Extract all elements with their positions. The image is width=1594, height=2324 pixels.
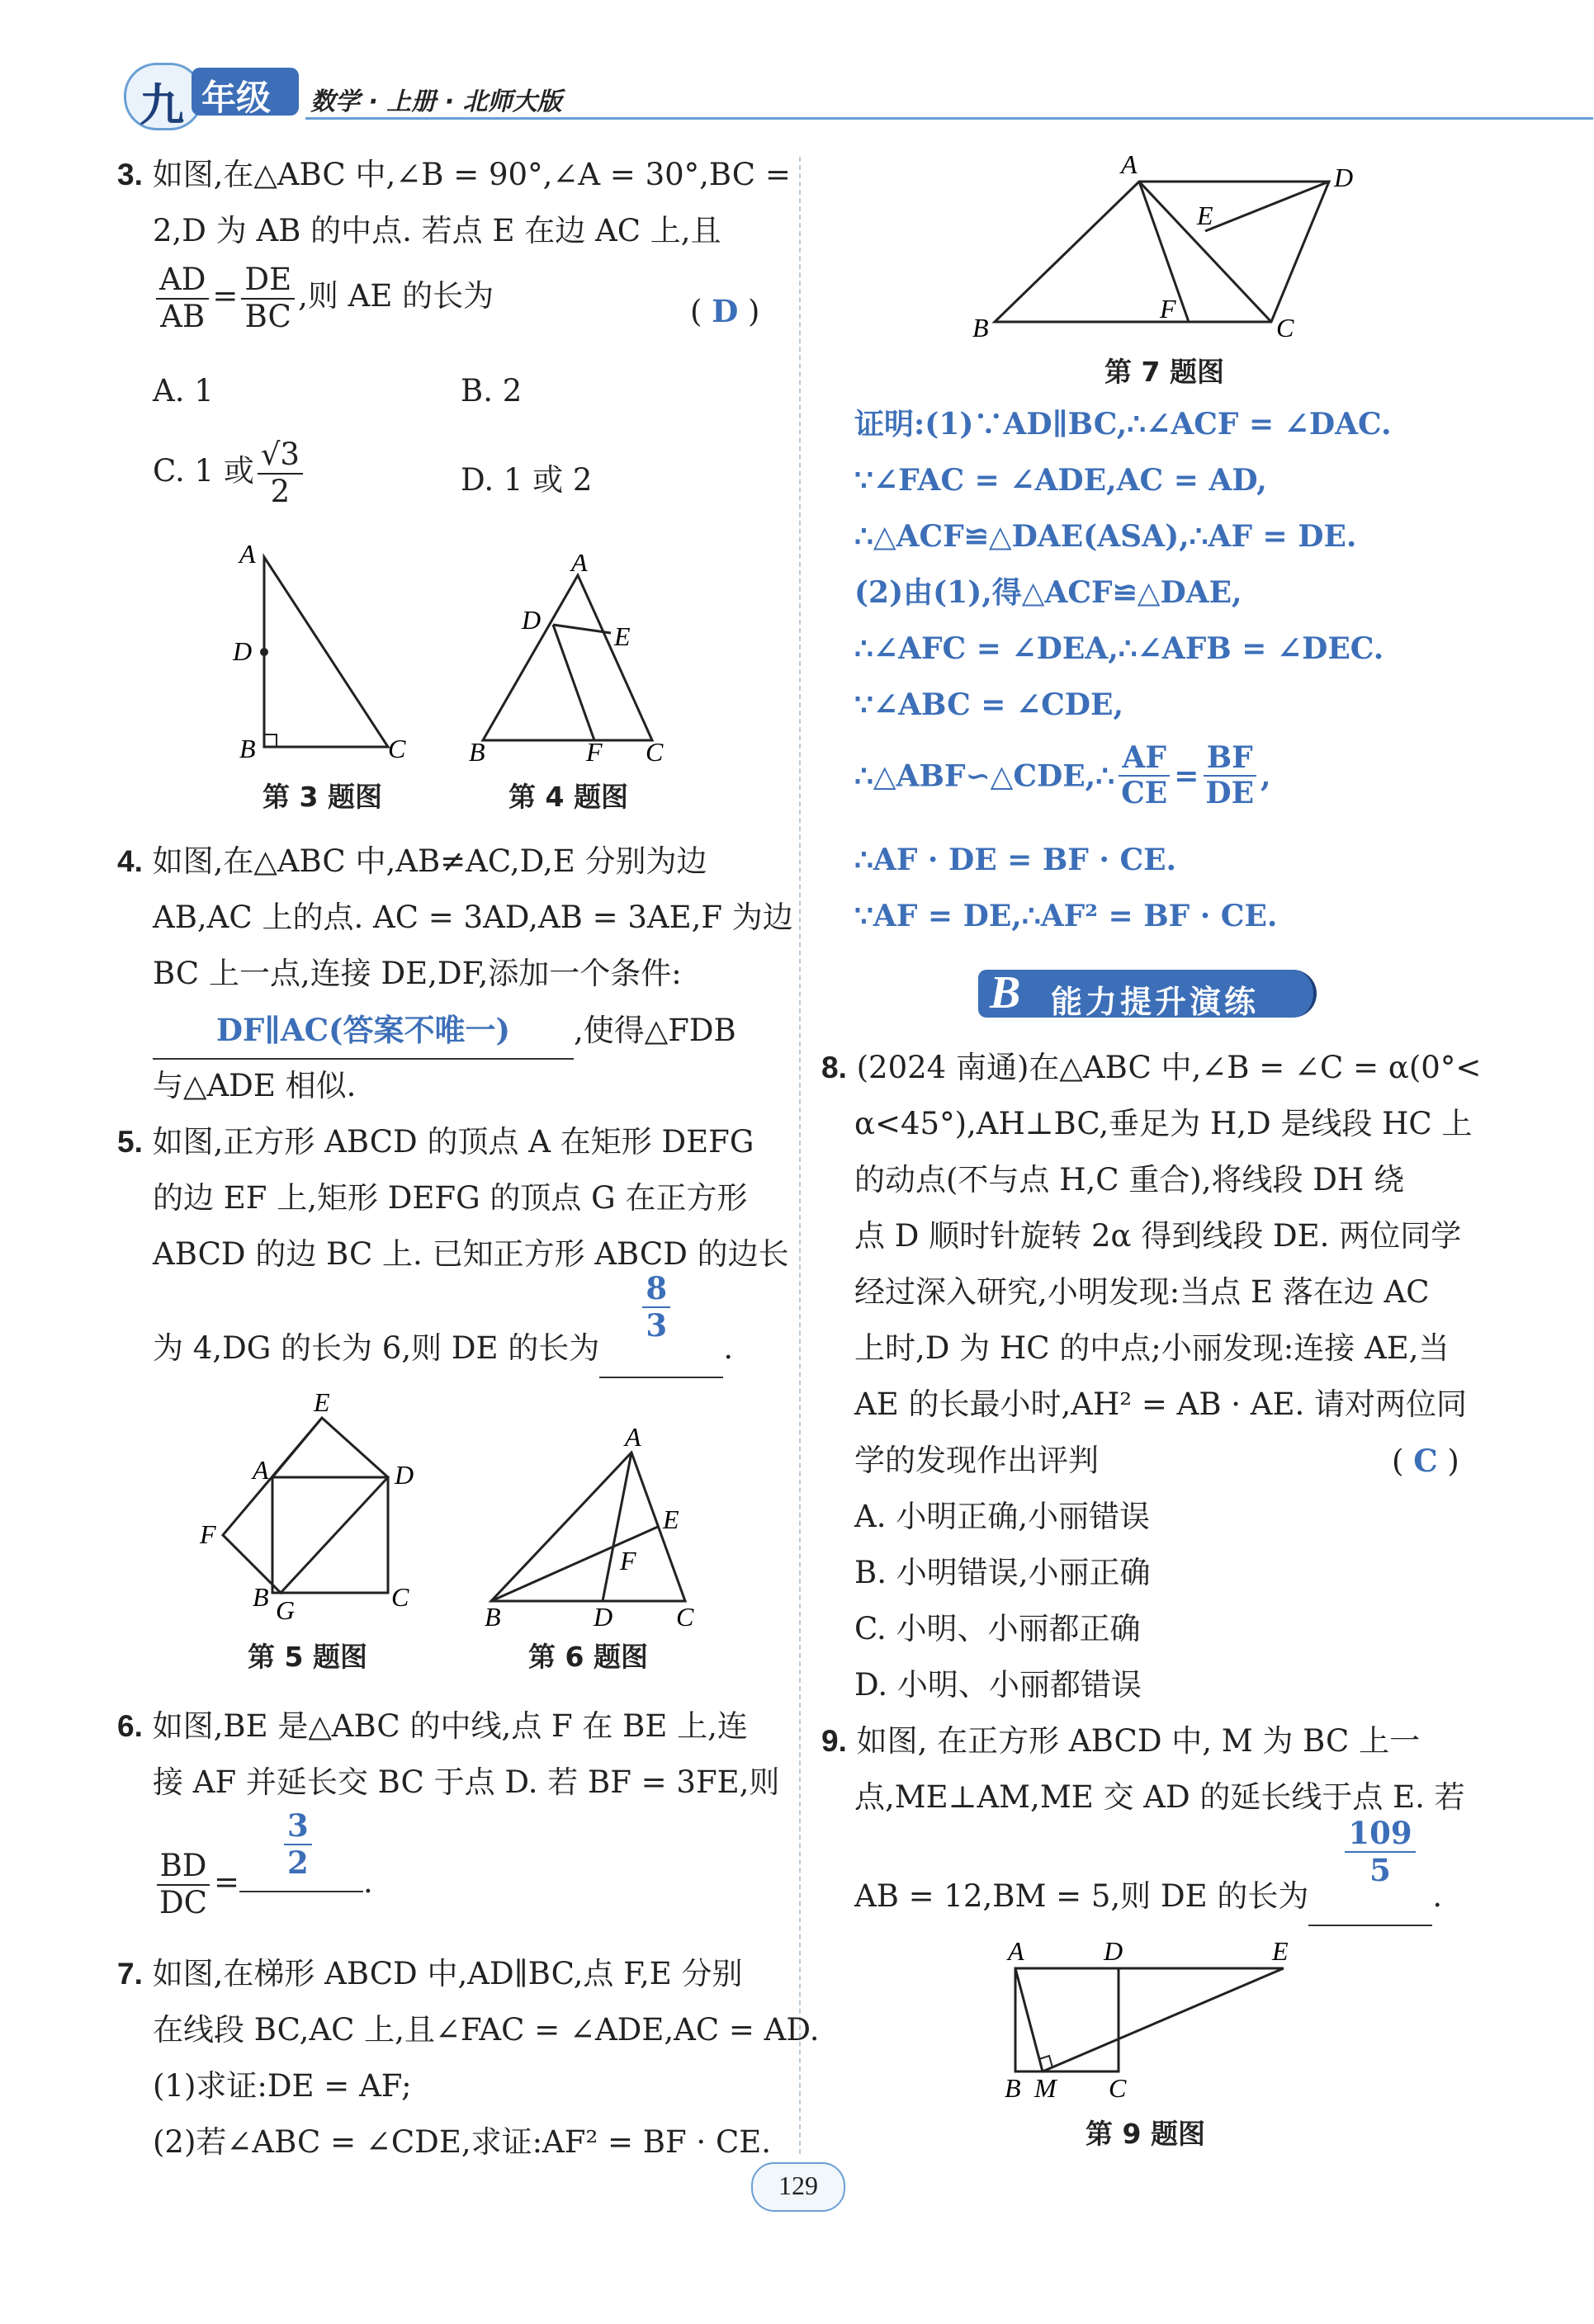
- q5-answer-blank: $\frac{8}{3}$: [599, 1320, 723, 1378]
- svg-text:B: B: [972, 313, 989, 342]
- fig4-caption-text: 第 4 题图: [508, 781, 628, 813]
- svg-text:C: C: [676, 1602, 694, 1632]
- svg-text:F: F: [620, 1546, 636, 1575]
- header: [116, 58, 1478, 132]
- q6-line2: 接 AF 并延长交 BC 于点 D. 若 BF = 3FE,则: [153, 1764, 780, 1800]
- q7-line1: 7. 如图,在梯形 ABCD 中,AD∥BC,点 F,E 分别: [117, 1956, 743, 1991]
- fig3-label-c: C: [388, 734, 406, 763]
- q3-line3: $\frac{AD}{AB}$ = $\frac{DE}{BC}$ ,则 AE 的长为: [153, 262, 494, 334]
- proof-line-5: ∴∠AFC = ∠DEA,∴∠AFB = ∠DEC.: [854, 631, 1384, 666]
- proof-line-1: 证明:(1)∵AD∥BC,∴∠ACF = ∠DAC.: [854, 407, 1392, 442]
- proof-line-7: ∴△ABF∽△CDE,∴ $\frac{AF}{CE}$ = $\frac{BF}{DE}$ ,: [854, 740, 1271, 811]
- svg-text:C: C: [646, 737, 664, 767]
- q8-line4: 点 D 顺时针旋转 2α 得到线段 DE. 两位同学: [854, 1218, 1462, 1254]
- fig3-caption: 第 3 题图: [263, 781, 382, 813]
- svg-text:A: A: [1121, 149, 1138, 179]
- q8-option-b: B. 小明错误,小丽正确: [854, 1555, 1151, 1590]
- q5-line2: 的边 EF 上,矩形 DEFG 的顶点 G 在正方形: [153, 1180, 748, 1216]
- q4-line1: 4. 如图,在△ABC 中,AB≠AC,D,E 分别为边: [117, 843, 707, 879]
- q4-answer-blank: DF∥AC(答案不唯一): [153, 1002, 574, 1060]
- q8-line1: 8. (2024 南通)在△ABC 中,∠B = ∠C = α(0°<: [821, 1050, 1482, 1085]
- figure-4: [462, 555, 685, 769]
- figure-6: [475, 1428, 706, 1634]
- q6-answer-blank: $\frac{3}{2}$: [239, 1849, 363, 1892]
- svg-text:F: F: [200, 1519, 216, 1549]
- svg-text:M: M: [1034, 2073, 1057, 2100]
- q6-line3: $\frac{BD}{DC}$ = $\frac{3}{2}$ .: [153, 1849, 373, 1920]
- svg-text:E: E: [1272, 1936, 1289, 1966]
- svg-text:A: A: [625, 1428, 641, 1452]
- svg-text:C: C: [391, 1582, 409, 1612]
- q3-fraction-1: $\frac{AD}{AB}$: [156, 262, 209, 334]
- proof-line-3: ∴△ACF≌△DAE(ASA),∴AF = DE.: [854, 519, 1357, 554]
- q6-line1: 6. 如图,BE 是△ABC 的中线,点 F 在 BE 上,连: [117, 1708, 748, 1744]
- q8-line8: 学的发现作出评判: [854, 1443, 1099, 1478]
- q8-line2: α<45°),AH⊥BC,垂足为 H,D 是线段 HC 上: [854, 1106, 1473, 1141]
- svg-text:C: C: [1276, 313, 1294, 342]
- q7-line2: 在线段 BC,AC 上,且∠FAC = ∠ADE,AC = AD.: [153, 2012, 820, 2048]
- q7-line3: (1)求证:DE = AF;: [153, 2068, 412, 2104]
- svg-text:B: B: [485, 1602, 501, 1632]
- q5-line4: 为 4,DG 的长为 6,则 DE 的长为 $\frac{8}{3}$ .: [153, 1320, 733, 1378]
- section-title: 能力提升演练: [1051, 984, 1260, 1020]
- fig7-caption: 第 7 题图: [1104, 356, 1224, 388]
- svg-text:D: D: [522, 605, 542, 635]
- svg-text:D: D: [1334, 163, 1354, 192]
- fig6-caption: 第 6 题图: [528, 1641, 648, 1673]
- fig3-label-a: A: [239, 539, 256, 569]
- figure-7: [949, 149, 1395, 347]
- section-letter-badge: B: [978, 970, 1036, 1018]
- q4-line5: 与△ADE 相似.: [153, 1068, 357, 1103]
- grade-rest-badge: 年级: [192, 68, 299, 116]
- svg-text:D: D: [594, 1602, 613, 1632]
- fig3-label-d: D: [233, 636, 253, 666]
- q9-answer-blank: $\frac{109}{5}$: [1308, 1868, 1432, 1926]
- q8-line6: 上时,D 为 HC 的中点;小丽发现:连接 AE,当: [854, 1330, 1450, 1366]
- svg-text:B: B: [469, 737, 485, 767]
- proof-line-2: ∵∠FAC = ∠ADE,AC = AD,: [854, 463, 1267, 498]
- fig5-caption: 第 5 题图: [248, 1641, 367, 1673]
- q5-line1: 5. 如图,正方形 ABCD 的顶点 A 在矩形 DEFG: [117, 1124, 754, 1160]
- svg-text:E: E: [663, 1504, 679, 1534]
- q3-answer: ( D ): [690, 293, 760, 329]
- svg-text:A: A: [1008, 1936, 1024, 1966]
- svg-text:E: E: [314, 1387, 330, 1417]
- q9-line3: AB = 12,BM = 5,则 DE 的长为 $\frac{109}{5}$ .: [854, 1868, 1442, 1926]
- svg-text:A: A: [253, 1455, 269, 1485]
- svg-text:E: E: [1197, 201, 1213, 230]
- proof-line-4: (2)由(1),得△ACF≌△DAE,: [854, 575, 1242, 610]
- q3-option-b: B. 2: [461, 373, 523, 409]
- svg-text:A: A: [571, 555, 588, 577]
- column-divider: [799, 157, 801, 2154]
- q8-option-d: D. 小明、小丽都错误: [854, 1667, 1142, 1703]
- q3-line2: 2,D 为 AB 的中点. 若点 E 在边 AC 上,且: [153, 213, 721, 248]
- svg-text:B: B: [253, 1582, 269, 1612]
- svg-text:F: F: [586, 737, 603, 767]
- figure-9: [986, 1935, 1317, 2100]
- q8-option-a: A. 小明正确,小丽错误: [854, 1499, 1151, 1534]
- figure-3: [231, 536, 413, 768]
- section-header: [978, 967, 1325, 1020]
- header-subtitle: 数学 · 上册 · 北师大版: [310, 87, 562, 116]
- q8-line7: AE 的长最小时,AH² = AB · AE. 请对两位同: [854, 1386, 1468, 1422]
- svg-text:F: F: [1160, 294, 1176, 324]
- q8-line3: 的动点(不与点 H,C 重合),将线段 DH 绕: [854, 1162, 1404, 1197]
- q5-line3: ABCD 的边 BC 上. 已知正方形 ABCD 的边长: [153, 1236, 789, 1272]
- q8-answer: ( C ): [1392, 1443, 1459, 1479]
- q4-line4: DF∥AC(答案不唯一) ,使得△FDB: [153, 1002, 736, 1060]
- q3-option-d: D. 1 或 2: [461, 462, 593, 498]
- q8-line5: 经过深入研究,小明发现:当点 E 落在边 AC: [854, 1274, 1430, 1310]
- q9-line2: 点,ME⊥AM,ME 交 AD 的延长线于点 E. 若: [854, 1779, 1465, 1815]
- proof-line-8: ∴AF · DE = BF · CE.: [854, 843, 1177, 877]
- fig9-caption: 第 9 题图: [1086, 2118, 1205, 2150]
- svg-text:D: D: [1104, 1936, 1123, 1966]
- svg-text:D: D: [395, 1460, 414, 1490]
- proof-line-9: ∵AF = DE,∴AF² = BF · CE.: [854, 899, 1278, 933]
- q8-option-c: C. 小明、小丽都正确: [854, 1611, 1141, 1646]
- figure-5: [190, 1386, 438, 1626]
- q7-line4: (2)若∠ABC = ∠CDE,求证:AF² = BF · CE.: [153, 2124, 772, 2160]
- page-number: 129: [778, 2170, 818, 2200]
- fig3-label-b: B: [239, 734, 256, 763]
- svg-text:G: G: [276, 1595, 296, 1625]
- q3-fraction-2: $\frac{DE}{BC}$: [241, 262, 295, 334]
- header-rule: [305, 117, 1593, 120]
- q9-line1: 9. 如图, 在正方形 ABCD 中, M 为 BC 上一: [821, 1723, 1421, 1759]
- grade-char: 九: [140, 78, 184, 131]
- svg-text:E: E: [614, 621, 631, 651]
- proof-line-6: ∵∠ABC = ∠CDE,: [854, 687, 1123, 722]
- svg-text:B: B: [1005, 2073, 1021, 2100]
- q3-option-a: A. 1: [153, 373, 214, 409]
- q4-line2: AB,AC 上的点. AC = 3AD,AB = 3AE,F 为边: [153, 900, 793, 935]
- q3-line1: 3. 如图,在△ABC 中,∠B = 90°,∠A = 30°,BC =: [117, 157, 791, 192]
- q4-line3: BC 上一点,连接 DE,DF,添加一个条件:: [153, 956, 682, 991]
- svg-text:C: C: [1109, 2073, 1127, 2100]
- q3-option-c: C. 1 或 $\frac{√3}{2}$: [153, 437, 306, 509]
- page-number-badge: [751, 2162, 845, 2212]
